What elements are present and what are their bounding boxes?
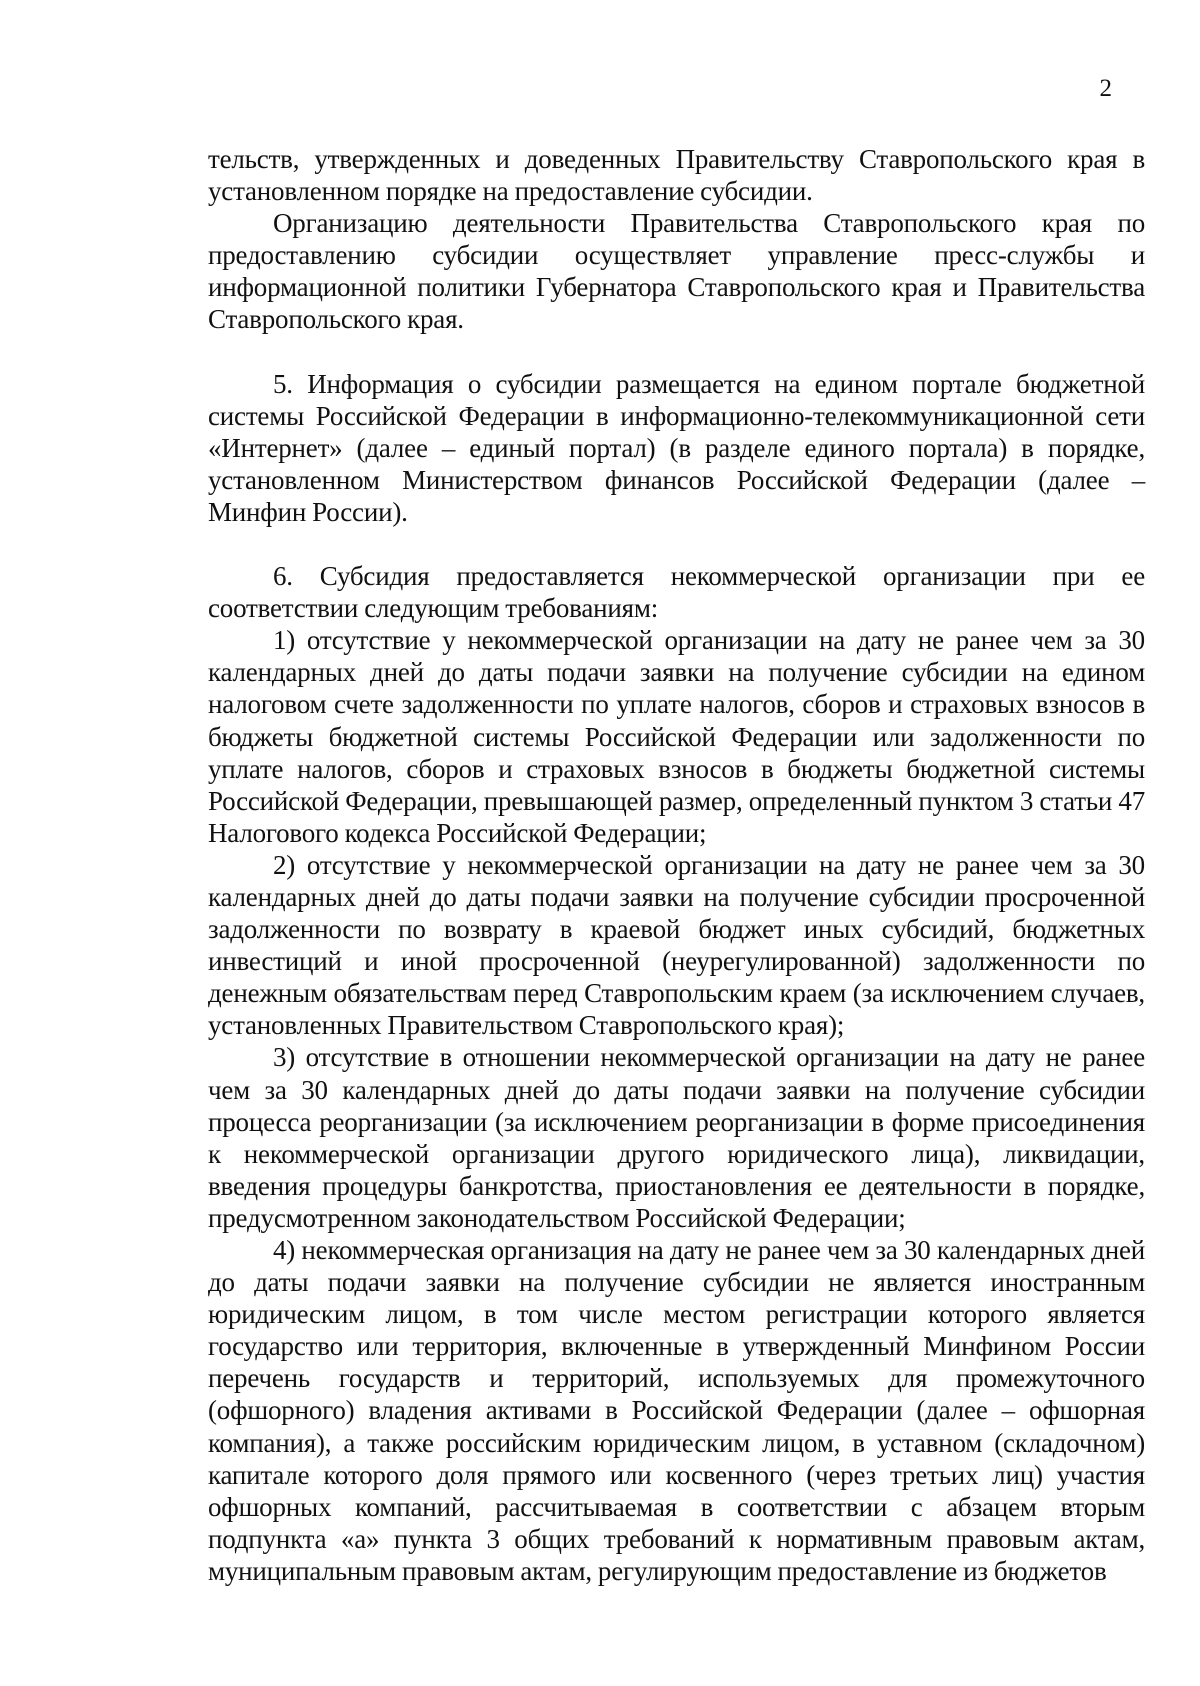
paragraph-item-5: 5. Информация о субсидии размещается на едином портале бюджетной системы Российской Федерации в информационно-телекоммуникационной сети «Интернет» (далее – единый портал) (в разделе единого портала) в порядке, установленном Министерством финансов Российской Федерации (далее – Минфин России). [208, 368, 1145, 527]
paragraph-subitem-4: 4) некоммерческая организация на дату не ранее чем за 30 календарных дней до даты подачи заявки на получение субсидии не является иностранным юридическим лицом, в том числе местом регистрации которого является государство или территория, включенные в утвержденный Минфином России перечень государств и территорий, используемых для промежуточного (офшорного) владения активами в Российской Федерации (далее – офшорная компания), а также российским юридическим лицом, в уставном (складочном) капитале которого доля прямого или косвенного (через третьих лиц) участия офшорных компаний, рассчитываемая в соответствии с абзацем вторым подпункта «а» пункта 3 общих требований к нормативным правовым актам, муниципальным правовым актам, регулирующим предоставление из бюджетов [208, 1235, 1145, 1586]
page-number: 2 [1099, 75, 1112, 102]
paragraph-organization: Организацию деятельности Правительства Ставропольского края по предоставлению субсидии осуществляет управление пресс-службы и информационной политики Губернатора Ставропольского края и Правительства Ставропольского края. [208, 208, 1145, 335]
paragraph-subitem-1: 1) отсутствие у некоммерческой организации на дату не ранее чем за 30 календарных дней до даты подачи заявки на получение субсидии на едином налоговом счете задолженности по уплате налогов, сборов и страховых взносов в бюджеты бюджетной системы Российской Федерации или задолженности по уплате налогов, сборов и страховых взносов в бюджеты бюджетной системы Российской Федерации, превышающей размер, определенный пунктом 3 статьи 47 Налогового кодекса Российской Федерации; [208, 625, 1145, 848]
paragraph-subitem-3: 3) отсутствие в отношении некоммерческой организации на дату не ранее чем за 30 календарных дней до даты подачи заявки на получение субсидии процесса реорганизации (за исключением реорганизации в форме присоединения к некоммерческой организации другого юридического лица), ликвидации, введения процедуры банкротства, приостановления ее деятельности в порядке, предусмотренном законодательством Российской Федерации; [208, 1042, 1145, 1233]
paragraph-item-6: 6. Субсидия предоставляется некоммерческой организации при ее соответствии следующим требованиям: [208, 561, 1145, 624]
document-body [208, 143, 1145, 1587]
paragraph-continuation: тельств, утвержденных и доведенных Правительству Ставропольского края в установленном порядке на предоставление субсидии. [208, 144, 1145, 207]
paragraph-subitem-2: 2) отсутствие у некоммерческой организации на дату не ранее чем за 30 календарных дней до даты подачи заявки на получение субсидии просроченной задолженности по возврату в краевой бюджет иных субсидий, бюджетных инвестиций и иной просроченной (неурегулированной) задолженности по денежным обязательствам перед Ставропольским краем (за исключением случаев, установленных Правительством Ставропольского края); [208, 849, 1145, 1041]
